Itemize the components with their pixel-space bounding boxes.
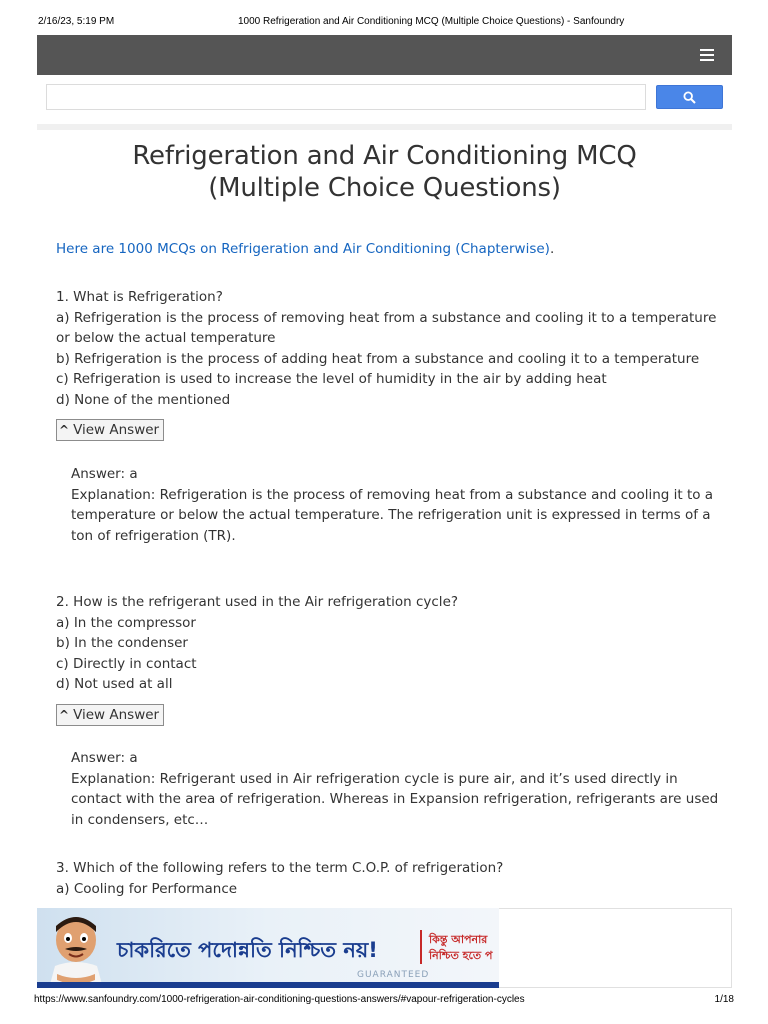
ad-banner[interactable]	[37, 908, 499, 988]
explanation-text: Explanation: Refrigerant used in Air refrigeration cycle is pure air, and it’s used directly in contact with the area of refrigeration. Whereas in Expansion refrigeration, refrigerants are used in condensers, etc…	[71, 770, 719, 828]
print-url: https://www.sanfoundry.com/1000-refrigeration-air-conditioning-questions-answers/#vapour-refrigeration-cycles	[34, 994, 525, 1005]
option-a: a) Cooling for Performance	[56, 880, 238, 897]
option-b: b) Refrigeration is the process of adding heat from a substance and cooling it to a temperature	[56, 350, 700, 367]
chevron-up-icon: ^	[59, 708, 70, 722]
ad-stamp-text: GUARANTEED	[357, 970, 430, 980]
ad-divider	[420, 930, 422, 964]
search-input[interactable]	[47, 85, 645, 109]
print-footer	[34, 994, 734, 1008]
search-button[interactable]	[656, 85, 723, 109]
option-c: c) Directly in contact	[56, 655, 197, 672]
question-3	[56, 858, 726, 899]
header-divider	[37, 124, 732, 130]
option-d: d) Not used at all	[56, 676, 173, 692]
hamburger-menu-icon[interactable]	[700, 49, 714, 61]
intro-suffix: .	[549, 241, 555, 257]
ad-subtext-line1: কিন্তু আপনার	[429, 933, 488, 946]
question-text: 3. Which of the following refers to the term C.O.P. of refrigeration?	[56, 860, 504, 876]
search-box	[46, 84, 646, 110]
search-icon	[683, 91, 696, 104]
print-header	[38, 16, 734, 30]
answer-text: Answer: a	[71, 466, 138, 482]
page-number: 1/18	[714, 994, 734, 1005]
view-answer-label: View Answer	[73, 707, 160, 723]
answer-block-1	[71, 464, 721, 546]
explanation-text: Explanation: Refrigeration is the process of removing heat from a substance and cooling it to a temperature or below the actual temperature. The refrigeration unit is expressed in terms of a ton of refrigeration (TR).	[71, 486, 714, 544]
page-title	[37, 140, 732, 204]
view-answer-button[interactable]	[56, 704, 164, 726]
ad-headline: চাকরিতে পদোন্নতি নিশ্চিত নয়!	[117, 938, 378, 962]
print-page-title: 1000 Refrigeration and Air Conditioning MCQ (Multiple Choice Questions) - Sanfoundry	[238, 16, 625, 27]
ad-empty-area	[499, 908, 732, 988]
question-text: 2. How is the refrigerant used in the Air refrigeration cycle?	[56, 594, 459, 610]
answer-text: Answer: a	[71, 750, 138, 766]
option-b: b) In the condenser	[56, 635, 188, 651]
ad-subtext-line2: নিশ্চিত হতে প	[429, 949, 493, 962]
view-answer-button[interactable]	[56, 419, 164, 441]
ad-subtext	[429, 932, 492, 964]
print-date: 2/16/23, 5:19 PM	[38, 16, 115, 27]
page-title-line1: Refrigeration and Air Conditioning MCQ	[132, 141, 637, 171]
option-a: a) In the compressor	[56, 614, 196, 631]
answer-block-2	[71, 748, 721, 830]
intro-text	[56, 241, 554, 257]
cartoon-man-icon	[43, 912, 109, 988]
option-c: c) Refrigeration is used to increase the level of humidity in the air by adding heat	[56, 371, 607, 387]
chapterwise-mcq-link[interactable]: Here are 1000 MCQs on Refrigeration and Air Conditioning (Chapterwise)	[56, 241, 550, 257]
question-2	[56, 592, 726, 695]
question-text: 1. What is Refrigeration?	[56, 289, 223, 305]
question-1	[56, 287, 726, 410]
ad-bottom-bar	[37, 982, 499, 988]
top-navbar	[37, 35, 732, 75]
option-a: a) Refrigeration is the process of removing heat from a substance and cooling it to a temperature or below the actual temperature	[56, 309, 717, 346]
chevron-up-icon: ^	[59, 423, 70, 437]
option-d: d) None of the mentioned	[56, 391, 231, 408]
view-answer-label: View Answer	[73, 422, 160, 438]
page-title-line2: (Multiple Choice Questions)	[208, 173, 561, 203]
